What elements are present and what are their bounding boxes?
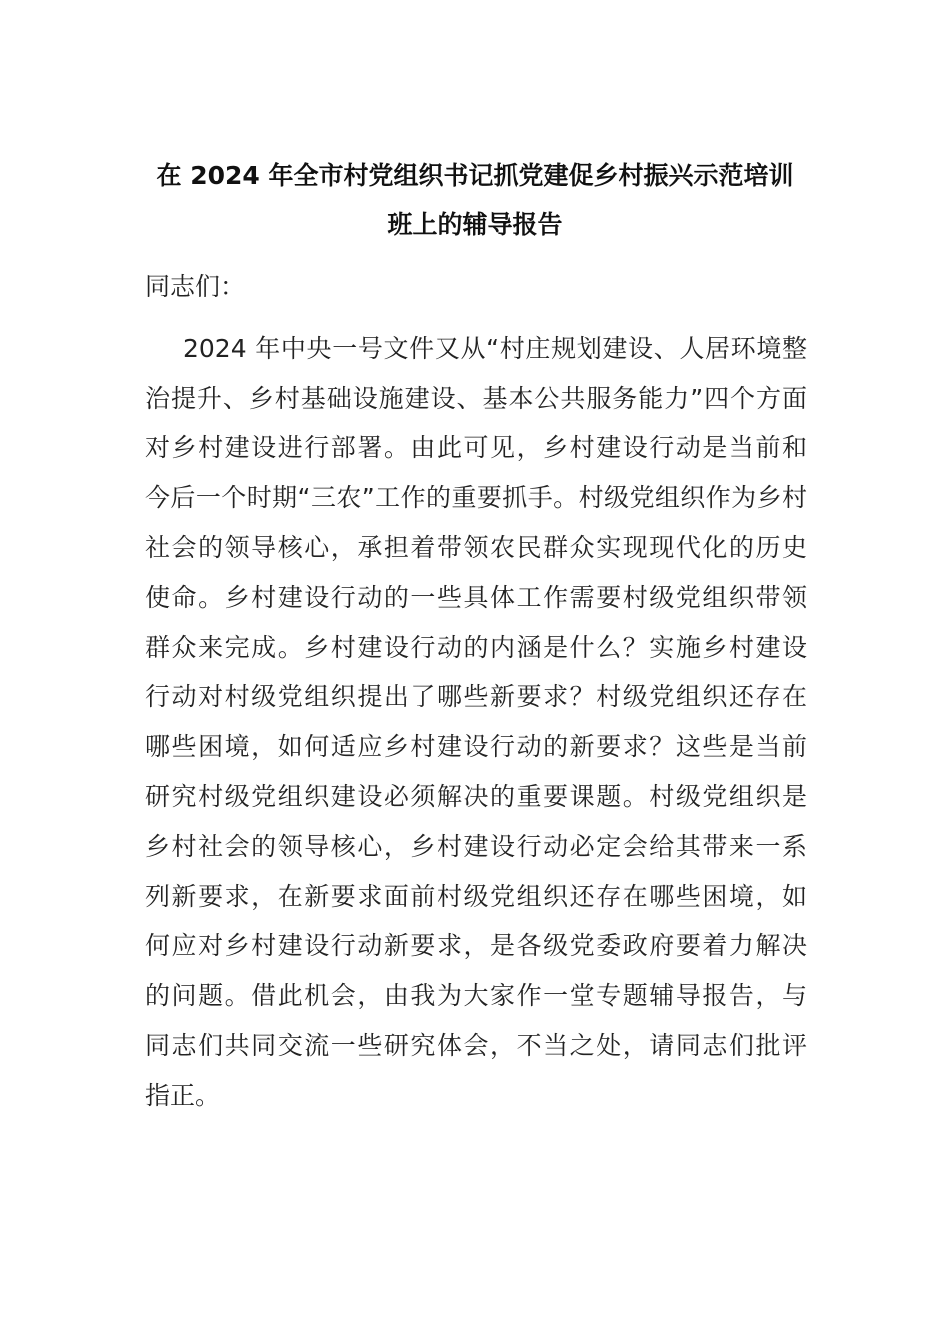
paragraph-line: 社会的领导核心，承担着带领农民群众实现现代化的历史 (145, 533, 807, 562)
paragraph-line: 群众来完成。乡村建设行动的内涵是什么？实施乡村建设 (145, 633, 807, 662)
paragraph-line: 研究村级党组织建设必须解决的重要课题。村级党组织是 (145, 782, 807, 811)
paragraph-line: 对乡村建设进行部署。由此可见，乡村建设行动是当前和 (145, 433, 807, 462)
paragraph-line: 2024 年中央一号文件又从“村庄规划建设、人居环境整 (183, 334, 807, 363)
paragraph-line: 乡村社会的领导核心，乡村建设行动必定会给其带来一系 (145, 832, 807, 861)
document-title-line-2: 班上的辅导报告 (387, 210, 563, 239)
paragraph-line: 何应对乡村建设行动新要求，是各级党委政府要着力解决 (145, 931, 807, 960)
paragraph-line: 使命。乡村建设行动的一些具体工作需要村级党组织带领 (145, 583, 807, 612)
paragraph-line: 的问题。借此机会，由我为大家作一堂专题辅导报告，与 (145, 981, 807, 1010)
paragraph-line: 哪些困境，如何适应乡村建设行动的新要求？这些是当前 (145, 732, 807, 761)
paragraph-line: 行动对村级党组织提出了哪些新要求？村级党组织还存在 (145, 682, 807, 711)
paragraph-line: 今后一个时期“三农”工作的重要抓手。村级党组织作为乡村 (145, 483, 807, 512)
salutation: 同志们： (145, 272, 246, 301)
document-title-line-1: 在 2024 年全市村党组织书记抓党建促乡村振兴示范培训 (156, 161, 794, 190)
paragraph-line: 列新要求，在新要求面前村级党组织还存在哪些困境，如 (145, 882, 807, 911)
paragraph-line: 同志们共同交流一些研究体会，不当之处，请同志们批评 (145, 1031, 807, 1060)
paragraph-line: 指正。 (145, 1081, 221, 1110)
paragraph-line: 治提升、乡村基础设施建设、基本公共服务能力”四个方面 (145, 384, 807, 413)
